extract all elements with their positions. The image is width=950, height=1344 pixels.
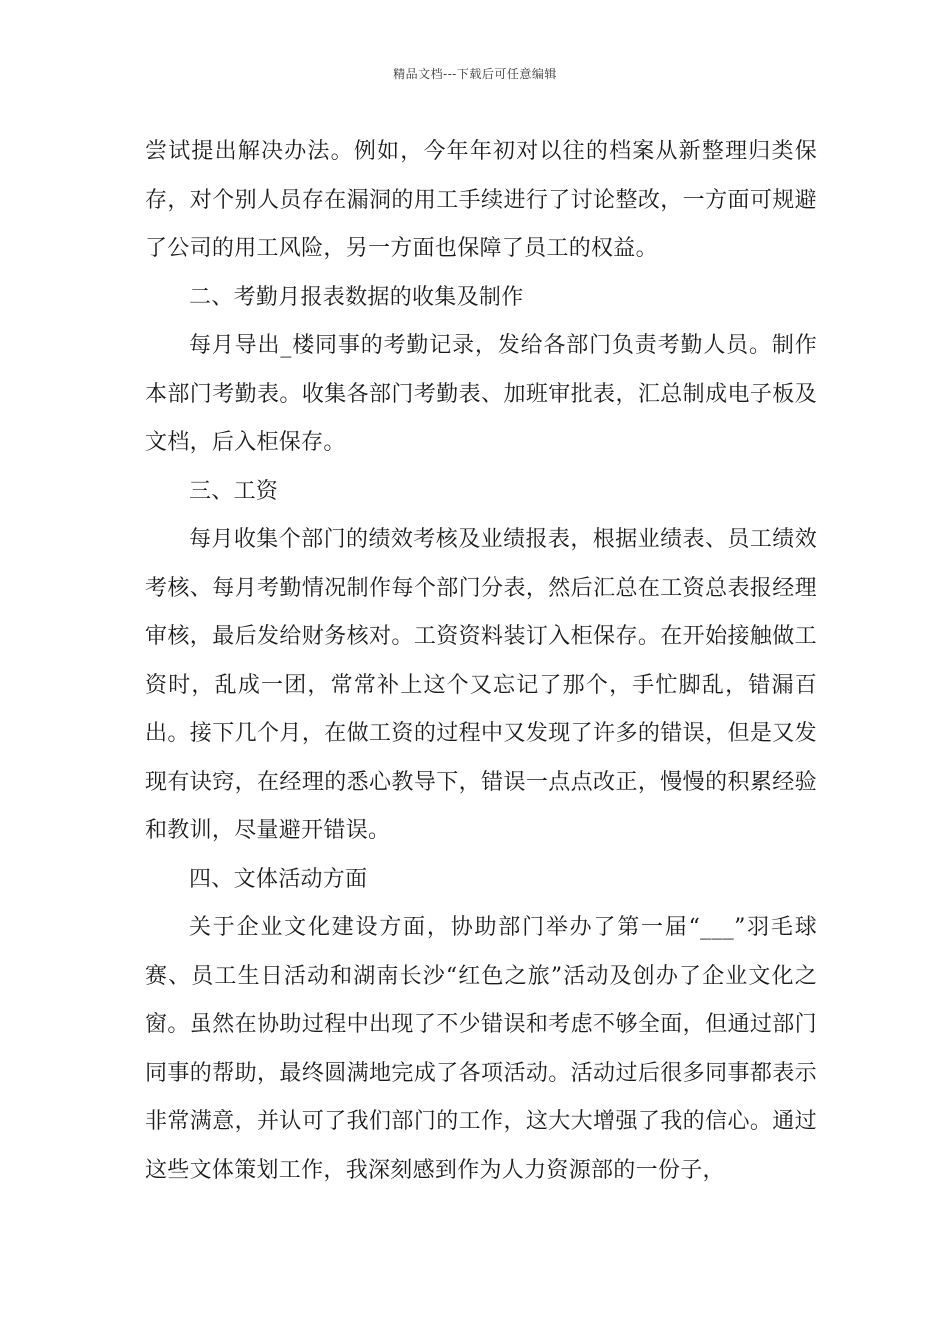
section-heading-activities: 四、文体活动方面 — [189, 866, 368, 892]
section-heading-salary: 三、工资 — [189, 478, 279, 504]
paragraph-activities: 关于企业文化建设方面，协助部门举办了第一届“___”羽毛球赛、员工生日活动和湖南长沙“红色之旅”活动及创办了企业文化之窗。虽然在协助过程中出现了不少错误和考虑不够全面，但通过部门同事的帮助，最终圆满地完成了各项活动。活动过后很多同事都表示非常满意，并认可了我们部门的工作，这大大增强了我的信心。通过这些文体策划工作，我深刻感到作为人力资源部的一份子， — [145, 915, 817, 1183]
paragraph-attendance: 每月导出_楼同事的考勤记录，发给各部门负责考勤人员。制作本部门考勤表。收集各部门考勤表、加班审批表，汇总制成电子板及文档，后入柜保存。 — [145, 333, 817, 455]
page-header: 精品文档---下载后可任意编辑 — [393, 67, 557, 81]
paragraph-continuation: 尝试提出解决办法。例如，今年年初对以往的档案从新整理归类保存，对个别人员存在漏洞的用工手续进行了讨论整改，一方面可规避了公司的用工风险，另一方面也保障了员工的权益。 — [145, 139, 817, 261]
document-body — [145, 128, 817, 1195]
section-heading-attendance: 二、考勤月报表数据的收集及制作 — [189, 284, 524, 310]
paragraph-salary: 每月收集个部门的绩效考核及业绩报表，根据业绩表、员工绩效考核、每月考勤情况制作每个部门分表，然后汇总在工资总表报经理审核，最后发给财务核对。工资资料装订入柜保存。在开始接触做工资时，乱成一团，常常补上这个又忘记了那个，手忙脚乱，错漏百出。接下几个月，在做工资的过程中又发现了许多的错误，但是又发现有诀窍，在经理的悉心教导下，错误一点点改正，慢慢的积累经验和教训，尽量避开错误。 — [145, 527, 817, 843]
